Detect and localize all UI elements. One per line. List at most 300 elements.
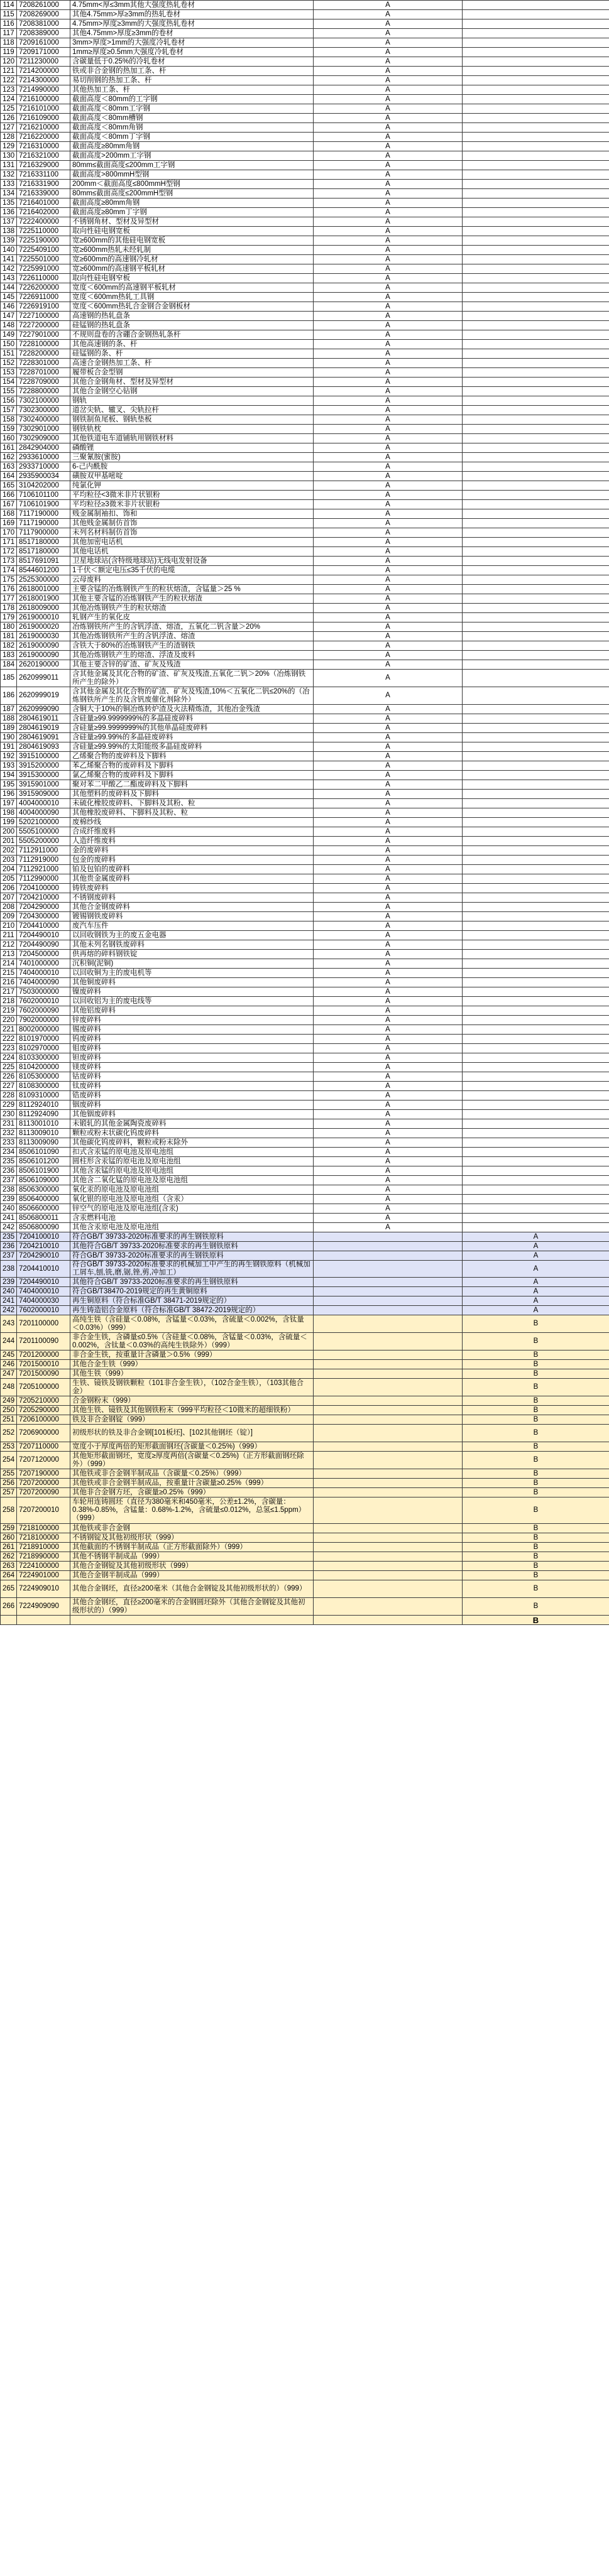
- product-description: 截面高度＜80mm丁字钢: [70, 133, 314, 142]
- hs-code: 7106101100: [17, 491, 70, 500]
- product-description: 截面高度>200mm工字钢: [70, 151, 314, 161]
- column-b-mark: [463, 481, 609, 491]
- column-a-mark: A: [314, 557, 463, 566]
- table-row: [1, 1110, 609, 1119]
- table-row: [1, 1278, 609, 1287]
- column-a-mark: A: [314, 1204, 463, 1214]
- row-number: 251: [1, 1415, 17, 1425]
- column-b-mark: [463, 170, 609, 180]
- hs-code: 8517180000: [17, 547, 70, 557]
- hs-code: 5505200000: [17, 837, 70, 846]
- row-number: 157: [1, 406, 17, 415]
- row-number: 217: [1, 987, 17, 997]
- column-a-mark: A: [314, 434, 463, 443]
- product-description: 截面高度＜80mm槽钢: [70, 114, 314, 123]
- row-number: 140: [1, 246, 17, 255]
- row-number: 186: [1, 687, 17, 705]
- table-row: [1, 884, 609, 893]
- product-description: 截面高度＜80mm的工字钢: [70, 95, 314, 104]
- column-b-mark: [463, 67, 609, 76]
- column-a-mark: A: [314, 349, 463, 359]
- row-number: 265: [1, 1580, 17, 1598]
- product-description: 硅锰钢的条、杆: [70, 349, 314, 359]
- row-number: 260: [1, 1533, 17, 1543]
- table-row: [1, 387, 609, 396]
- row-number: 155: [1, 387, 17, 396]
- row-number: 250: [1, 1406, 17, 1415]
- column-a-mark: A: [314, 959, 463, 969]
- column-a-mark: A: [314, 76, 463, 85]
- row-number: 124: [1, 95, 17, 104]
- column-a-mark: A: [314, 29, 463, 38]
- table-row: [1, 1232, 609, 1242]
- table-row: [1, 378, 609, 387]
- hs-code: 2620999019: [17, 687, 70, 705]
- hs-code: 2619000010: [17, 613, 70, 622]
- hs-code: 8506300000: [17, 1185, 70, 1195]
- table-row: [1, 217, 609, 227]
- column-b-mark: [463, 208, 609, 217]
- product-description: 宽≥600mm的其他硅电钢宽板: [70, 236, 314, 246]
- column-b-mark: [463, 1176, 609, 1185]
- row-number: 126: [1, 114, 17, 123]
- row-number: 263: [1, 1562, 17, 1571]
- table-row: [1, 1072, 609, 1082]
- product-description: 其他铜废碎料: [70, 978, 314, 987]
- product-description: 其他合金钢废碎料: [70, 903, 314, 912]
- product-description: 不锈钢废碎料: [70, 893, 314, 903]
- column-b-mark: [463, 931, 609, 940]
- column-b-mark: B: [463, 1315, 609, 1333]
- hs-code: 8506101900: [17, 1166, 70, 1176]
- product-description: 铂及包铂的废碎料: [70, 865, 314, 874]
- column-b-mark: [463, 443, 609, 453]
- column-b-mark: [463, 613, 609, 622]
- table-row: [1, 687, 609, 705]
- table-row: [1, 1562, 609, 1571]
- product-description: 截面高度≥80mm角钢: [70, 142, 314, 151]
- column-b-mark: [463, 604, 609, 613]
- column-b-mark: [463, 1053, 609, 1063]
- table-row: [1, 10, 609, 19]
- column-b-mark: [463, 142, 609, 151]
- column-a-mark: A: [314, 1157, 463, 1166]
- hs-code: 8101970000: [17, 1035, 70, 1044]
- column-a-mark: [314, 1533, 463, 1543]
- row-number: 156: [1, 396, 17, 406]
- row-number: 227: [1, 1082, 17, 1091]
- column-b-mark: [463, 594, 609, 604]
- hs-code: 7201500090: [17, 1369, 70, 1379]
- column-a-mark: A: [314, 1072, 463, 1082]
- column-a-mark: A: [314, 950, 463, 959]
- hs-code: 7204210010: [17, 1242, 70, 1251]
- hs-code: 7302909000: [17, 434, 70, 443]
- column-a-mark: A: [314, 1176, 463, 1185]
- column-b-mark: [463, 752, 609, 761]
- hs-code: 7214200000: [17, 67, 70, 76]
- hs-code: 2619000090: [17, 651, 70, 660]
- column-b-mark: [463, 161, 609, 170]
- column-b-mark: [463, 453, 609, 462]
- table-row: [1, 1379, 609, 1396]
- row-number: 237: [1, 1251, 17, 1261]
- column-b-mark: [463, 340, 609, 349]
- column-b-mark: [463, 921, 609, 931]
- product-description: 其他含汞锰的原电池及原电池组: [70, 1166, 314, 1176]
- row-number: 153: [1, 368, 17, 378]
- table-row: [1, 1035, 609, 1044]
- column-a-mark: A: [314, 884, 463, 893]
- column-b-mark: [463, 856, 609, 865]
- column-a-mark: [314, 1242, 463, 1251]
- column-b-mark: [463, 151, 609, 161]
- row-number: 182: [1, 641, 17, 651]
- hs-code: 7214990000: [17, 85, 70, 95]
- row-number: 223: [1, 1044, 17, 1053]
- table-row: [1, 19, 609, 29]
- product-description: 镍废碎料: [70, 987, 314, 997]
- column-b-mark: [463, 1082, 609, 1091]
- table-row: [1, 761, 609, 771]
- table-row: [1, 1369, 609, 1379]
- product-description: 车轮用连铸圆坯（直径为380毫米和450毫米，公差±1.2%，含碳量：0.38%-0.85%，含锰量：0.68%-1.2%，含硫量≤0.012%，总氢≤1.5ppm）（999）: [70, 1497, 314, 1524]
- row-number: 129: [1, 142, 17, 151]
- row-number: 164: [1, 472, 17, 481]
- hs-code: 7216401000: [17, 198, 70, 208]
- row-number: 246: [1, 1360, 17, 1369]
- row-number: 158: [1, 415, 17, 425]
- row-number: 189: [1, 724, 17, 733]
- product-description: 其他主要含锰的冶炼钢铁产生的粒状熔渣: [70, 594, 314, 604]
- hs-code: 7218100000: [17, 1533, 70, 1543]
- hs-code: 7117190000: [17, 509, 70, 519]
- column-a-mark: [314, 1287, 463, 1296]
- table-row: [1, 1214, 609, 1223]
- row-number: 242: [1, 1306, 17, 1315]
- product-description: 沉积铜(泥铜): [70, 959, 314, 969]
- column-a-mark: A: [314, 687, 463, 705]
- product-description: 平均粒径≥3微米非片状银粉: [70, 500, 314, 509]
- row-number: 179: [1, 613, 17, 622]
- hs-code: 7225110000: [17, 227, 70, 236]
- row-number: 134: [1, 189, 17, 198]
- row-number: 115: [1, 10, 17, 19]
- table-row: [1, 604, 609, 613]
- hs-code: 7224901000: [17, 1571, 70, 1580]
- table-row: [1, 1524, 609, 1533]
- row-number: 220: [1, 1016, 17, 1025]
- hs-code: 7216109000: [17, 114, 70, 123]
- hs-code: 7225501000: [17, 255, 70, 264]
- column-b-mark: [463, 85, 609, 95]
- product-description: 其他合金生铁（999）: [70, 1360, 314, 1369]
- row-number: 142: [1, 264, 17, 274]
- table-row: [1, 491, 609, 500]
- product-description: 含硅量≥99.99%的多晶硅废碎料: [70, 733, 314, 742]
- hs-code: 7404000090: [17, 978, 70, 987]
- hs-code: 7201100090: [17, 1333, 70, 1350]
- column-a-mark: [314, 1379, 463, 1396]
- row-number: 241: [1, 1296, 17, 1306]
- table-row: [1, 1543, 609, 1552]
- column-a-mark: A: [314, 761, 463, 771]
- column-a-mark: A: [314, 799, 463, 808]
- column-b-mark: A: [463, 1261, 609, 1278]
- table-row: [1, 302, 609, 312]
- row-number: 242: [1, 1223, 17, 1232]
- column-b-mark: A: [463, 1278, 609, 1287]
- product-description: 金的废碎料: [70, 846, 314, 856]
- column-b-mark: B: [463, 1333, 609, 1350]
- row-number: 136: [1, 208, 17, 217]
- column-b-mark: A: [463, 1232, 609, 1242]
- column-a-mark: A: [314, 67, 463, 76]
- column-a-mark: [314, 1469, 463, 1479]
- table-row: [1, 246, 609, 255]
- hs-code: 2804619011: [17, 714, 70, 724]
- row-number: 228: [1, 1091, 17, 1101]
- column-a-mark: A: [314, 1223, 463, 1232]
- column-b-mark: [463, 312, 609, 321]
- table-row: [1, 1360, 609, 1369]
- table-row: [1, 1452, 609, 1469]
- product-description: 纯氯化钾: [70, 481, 314, 491]
- product-description: 其他橡胶废碎料、下脚料及其粉、粒: [70, 808, 314, 818]
- column-a-mark: [314, 1306, 463, 1315]
- product-description: 高速合金钢热加工条、杆: [70, 359, 314, 368]
- table-row: [1, 978, 609, 987]
- product-description: 以回收铜为主的废电机等: [70, 969, 314, 978]
- column-b-mark: [463, 641, 609, 651]
- column-b-mark: [463, 771, 609, 780]
- hs-code: 7225991000: [17, 264, 70, 274]
- row-number: 143: [1, 274, 17, 283]
- hs-code: 7227200000: [17, 321, 70, 330]
- column-a-mark: A: [314, 660, 463, 670]
- hs-code: 7224909090: [17, 1598, 70, 1616]
- table-row: [1, 415, 609, 425]
- hs-code: 7228709000: [17, 378, 70, 387]
- table-row: [1, 799, 609, 808]
- product-description: 不规则盘卷的含硼合金钢热轧条杆: [70, 330, 314, 340]
- product-description: 截面高度＜80mm角钢: [70, 123, 314, 133]
- column-a-mark: A: [314, 425, 463, 434]
- column-b-mark: B: [463, 1479, 609, 1488]
- product-description: 废汽车压件: [70, 921, 314, 931]
- product-description: 未锻轧的其他金属陶瓷废碎料: [70, 1119, 314, 1129]
- row-number: 188: [1, 714, 17, 724]
- product-description: 乙烯聚合物的废碎料及下脚料: [70, 752, 314, 761]
- column-b-mark: B: [463, 1533, 609, 1543]
- table-row: [1, 632, 609, 641]
- table-row: [1, 1148, 609, 1157]
- column-b-mark: [463, 76, 609, 85]
- column-a-mark: A: [314, 987, 463, 997]
- column-a-mark: A: [314, 837, 463, 846]
- table-row: [1, 865, 609, 874]
- product-description: 未列名材料制仿首饰: [70, 528, 314, 538]
- column-b-mark: [463, 893, 609, 903]
- row-number: 128: [1, 133, 17, 142]
- column-b-mark: [463, 818, 609, 827]
- row-number: 238: [1, 1261, 17, 1278]
- row-number: 148: [1, 321, 17, 330]
- product-description: 氧化银的原电池及原电池组（含汞）: [70, 1195, 314, 1204]
- row-number: 201: [1, 837, 17, 846]
- hs-code: 8506400000: [17, 1195, 70, 1204]
- row-number: 224: [1, 1053, 17, 1063]
- row-number: 235: [1, 1232, 17, 1242]
- product-description: 不锈钢角材、型材及异型材: [70, 217, 314, 227]
- hs-code: 2619000030: [17, 632, 70, 641]
- column-b-mark: B: [463, 1360, 609, 1369]
- column-b-mark: B: [463, 1598, 609, 1616]
- column-a-mark: A: [314, 95, 463, 104]
- hs-code: 7112921000: [17, 865, 70, 874]
- table-row: [1, 1242, 609, 1251]
- row-number: 203: [1, 856, 17, 865]
- row-number: 234: [1, 1148, 17, 1157]
- table-row: [1, 293, 609, 302]
- product-description: 锌空气的原电池及原电池组(含汞): [70, 1204, 314, 1214]
- hs-code: 7211230000: [17, 57, 70, 67]
- table-row: [1, 987, 609, 997]
- column-a-mark: A: [314, 509, 463, 519]
- row-number: 236: [1, 1242, 17, 1251]
- row-number: 169: [1, 519, 17, 528]
- table-row: [1, 594, 609, 604]
- row-number: 214: [1, 959, 17, 969]
- column-a-mark: A: [314, 1, 463, 10]
- column-a-mark: A: [314, 818, 463, 827]
- table-row: [1, 104, 609, 114]
- product-description: 以回收钢铁为主的废五金电器: [70, 931, 314, 940]
- hs-code: 7209161000: [17, 38, 70, 48]
- product-description: 锆废碎料: [70, 1091, 314, 1101]
- column-b-mark: [463, 687, 609, 705]
- table-row: [1, 724, 609, 733]
- row-number: 204: [1, 865, 17, 874]
- product-description: 云母废料: [70, 575, 314, 585]
- product-description: 镀锡钢铁废碎料: [70, 912, 314, 921]
- column-b-mark: [463, 705, 609, 714]
- table-row: [1, 123, 609, 133]
- product-description: 截面高度≥80mm角钢: [70, 198, 314, 208]
- row-number: 185: [1, 670, 17, 687]
- row-number: 118: [1, 38, 17, 48]
- row-number: 231: [1, 1119, 17, 1129]
- hs-code: 8113009010: [17, 1129, 70, 1138]
- product-description: 其他贵金属废碎料: [70, 874, 314, 884]
- column-a-mark: A: [314, 255, 463, 264]
- row-number: 266: [1, 1598, 17, 1616]
- product-description: 含碳量低于0.25%的冷轧卷材: [70, 57, 314, 67]
- table-row: [1, 846, 609, 856]
- column-a-mark: A: [314, 85, 463, 95]
- hs-code: 3104202000: [17, 481, 70, 491]
- column-a-mark: [314, 1251, 463, 1261]
- product-description: 聚对苯二甲酸乙二酯废碎料及下脚料: [70, 780, 314, 790]
- row-number: 187: [1, 705, 17, 714]
- hs-code: 7208261000: [17, 1, 70, 10]
- product-description: 人造纤维废料: [70, 837, 314, 846]
- column-a-mark: A: [314, 302, 463, 312]
- product-description: 其他冶炼钢铁产生的熔渣、浮渣及废料: [70, 651, 314, 660]
- column-b-mark: [463, 1204, 609, 1214]
- column-b-mark: [463, 780, 609, 790]
- table-row: [1, 76, 609, 85]
- table-row: [1, 622, 609, 632]
- column-b-mark: [463, 48, 609, 57]
- column-a-mark: A: [314, 585, 463, 594]
- hs-code: 7207200090: [17, 1488, 70, 1497]
- hs-code: 7208389000: [17, 29, 70, 38]
- table-row: [1, 95, 609, 104]
- row-number: 229: [1, 1101, 17, 1110]
- hs-code: 7106101900: [17, 500, 70, 509]
- column-b-mark: [463, 217, 609, 227]
- row-number: 219: [1, 1006, 17, 1016]
- column-a-mark: A: [314, 462, 463, 472]
- table-row: [1, 1025, 609, 1035]
- column-a-mark: A: [314, 123, 463, 133]
- column-b-mark: [463, 406, 609, 415]
- column-b-mark: [463, 491, 609, 500]
- column-a-mark: [314, 1543, 463, 1552]
- table-row: [1, 208, 609, 217]
- table-row: [1, 434, 609, 443]
- column-b-mark: [463, 246, 609, 255]
- hs-code: 2804619091: [17, 733, 70, 742]
- product-description: 不锈钢锭及其他初级形状（999）: [70, 1533, 314, 1543]
- row-number: 168: [1, 509, 17, 519]
- column-a-mark: A: [314, 846, 463, 856]
- column-a-mark: A: [314, 771, 463, 780]
- hs-code: 8109310000: [17, 1091, 70, 1101]
- hs-code: 7204410010: [17, 1261, 70, 1278]
- hs-code: 8506101090: [17, 1148, 70, 1157]
- column-b-mark: A: [463, 1251, 609, 1261]
- hs-code: 2935900034: [17, 472, 70, 481]
- row-number: 166: [1, 491, 17, 500]
- product-description: 宽≥600mm的高速钢冷轧材: [70, 255, 314, 264]
- column-a-mark: A: [314, 142, 463, 151]
- table-row: [1, 940, 609, 950]
- column-b-mark: [463, 790, 609, 799]
- table-row: [1, 538, 609, 547]
- hs-code: 8113001010: [17, 1119, 70, 1129]
- table-row: [1, 566, 609, 575]
- column-b-mark: [463, 557, 609, 566]
- row-number: 262: [1, 1552, 17, 1562]
- column-a-mark: A: [314, 481, 463, 491]
- hs-code: 7227100000: [17, 312, 70, 321]
- product-description: 宽度小于厚度两倍的矩形截面钢坯(含碳量＜0.25%)（999）: [70, 1442, 314, 1452]
- table-row: [1, 575, 609, 585]
- hs-code: 2842904000: [17, 443, 70, 453]
- table-row: [1, 264, 609, 274]
- row-number: 184: [1, 660, 17, 670]
- row-number: 193: [1, 761, 17, 771]
- column-b-mark: [463, 321, 609, 330]
- row-number: 192: [1, 752, 17, 761]
- hs-code: 7302300000: [17, 406, 70, 415]
- row-number: 119: [1, 48, 17, 57]
- column-a-mark: A: [314, 622, 463, 632]
- column-a-mark: A: [314, 547, 463, 557]
- column-b-mark: [463, 10, 609, 19]
